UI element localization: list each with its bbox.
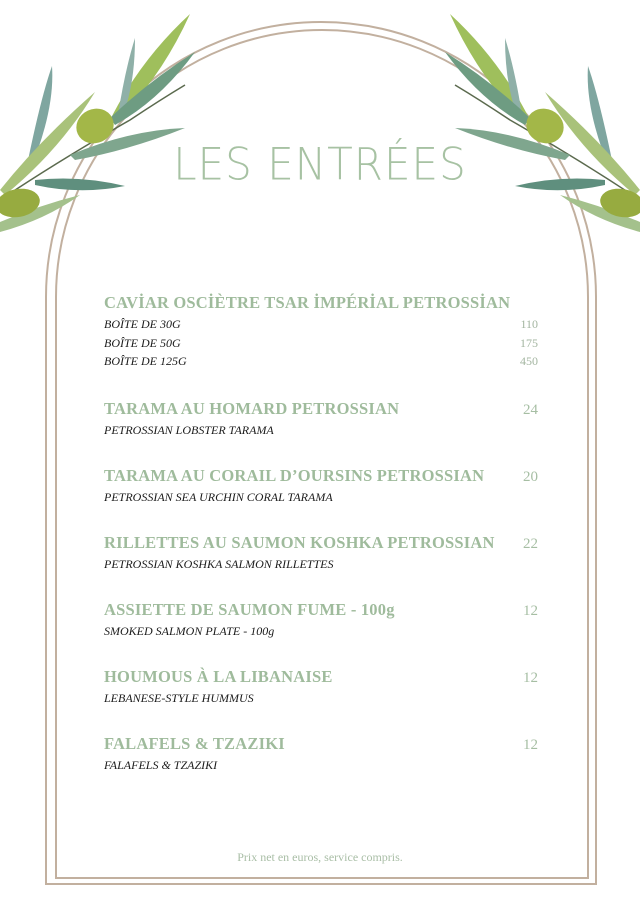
item-name: RILLETTES AU SAUMON KOSHKA PETROSSIAN [104, 532, 495, 552]
item-translation: LEBANESE-STYLE HUMMUS [104, 690, 254, 705]
item-name: HOUMOUS À LA LIBANAISE [104, 666, 333, 686]
page-title: LES ENTRÉES [173, 138, 467, 191]
caviar-option [104, 336, 538, 355]
item-name: TARAMA AU CORAIL D’OURSINS PETROSSIAN [104, 465, 485, 485]
item-price: 12 [523, 602, 538, 619]
item-translation: PETROSSIAN KOSHKA SALMON RILLETTES [104, 556, 334, 571]
menu-item [104, 600, 538, 639]
option-label: BOÎTE DE 30G [104, 317, 181, 331]
item-translation: FALAFELS & TZAZIKI [104, 757, 218, 772]
item-name: ASSIETTE DE SAUMON FUME - 100g [104, 599, 395, 619]
menu-item-caviar [104, 293, 538, 373]
item-price: 20 [523, 468, 538, 485]
item-price: 22 [523, 535, 538, 552]
menu-item [104, 734, 538, 773]
item-price: 12 [523, 736, 538, 753]
item-name: CAVİAR OSCİÈTRE TSAR İMPÉRİAL PETROSSİAN [104, 293, 511, 312]
option-price: 450 [520, 354, 538, 368]
caviar-option [104, 317, 538, 336]
option-label: BOÎTE DE 125G [104, 354, 187, 368]
price-note: Prix net en euros, service compris. [237, 850, 403, 864]
item-translation: PETROSSIAN LOBSTER TARAMA [104, 422, 274, 437]
option-price: 110 [520, 317, 538, 331]
olive-branch-icon [440, 0, 640, 240]
menu-list [104, 293, 538, 801]
menu-item [104, 466, 538, 505]
item-name: FALAFELS & TZAZIKI [104, 733, 285, 753]
item-price: 24 [523, 401, 538, 418]
item-name: TARAMA AU HOMARD PETROSSIAN [104, 398, 400, 418]
menu-item [104, 399, 538, 438]
menu-item [104, 667, 538, 706]
option-price: 175 [520, 335, 538, 350]
caviar-option [104, 354, 538, 373]
option-label: BOÎTE DE 50G [104, 335, 181, 350]
item-translation: PETROSSIAN SEA URCHIN CORAL TARAMA [104, 489, 333, 504]
item-price: 12 [523, 669, 538, 686]
olive-branch-icon [0, 0, 200, 240]
menu-item [104, 533, 538, 572]
item-translation: SMOKED SALMON PLATE - 100g [104, 623, 275, 638]
